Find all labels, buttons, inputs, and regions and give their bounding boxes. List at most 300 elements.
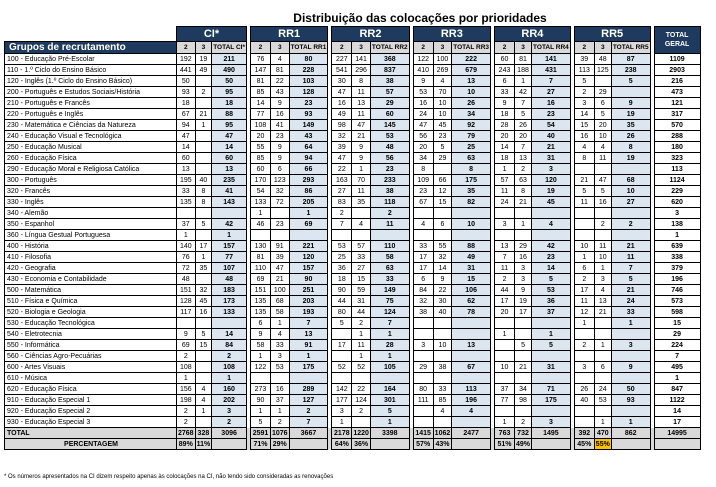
- value-cell: 14: [177, 142, 196, 153]
- value-cell: [594, 351, 611, 362]
- total-geral-cell: 338: [654, 252, 700, 263]
- value-cell: 135: [250, 307, 270, 318]
- value-cell: 188: [515, 65, 532, 76]
- value-cell: 5: [594, 186, 611, 197]
- group-label: 920 - Educação Especial 2: [5, 406, 177, 417]
- value-cell: 6: [594, 98, 611, 109]
- value-cell: 10: [574, 241, 594, 252]
- value-cell: 123: [270, 175, 289, 186]
- total-cell: 94: [289, 153, 328, 164]
- total-cell: 63: [370, 263, 409, 274]
- value-cell: 5: [515, 340, 532, 351]
- total-cell: 5: [532, 340, 571, 351]
- value-cell: [352, 208, 371, 219]
- value-cell: 19: [515, 296, 532, 307]
- total-cell: 862: [611, 428, 650, 439]
- value-cell: 21: [574, 175, 594, 186]
- value-cell: 49: [195, 65, 212, 76]
- total-cell: 13: [452, 340, 491, 351]
- value-cell: 1: [515, 219, 532, 230]
- total-cell: [611, 329, 650, 340]
- total-cell: 9: [611, 98, 650, 109]
- value-cell: 50: [177, 76, 196, 87]
- total-cell: 27: [611, 197, 650, 208]
- total-cell: 78: [452, 307, 491, 318]
- total-cell: [611, 439, 650, 450]
- total-cell: 3: [611, 340, 650, 351]
- value-cell: 3: [332, 406, 352, 417]
- total-cell: 54: [532, 120, 571, 131]
- total-cell: 1495: [532, 428, 571, 439]
- total-cell: 18: [212, 98, 247, 109]
- value-cell: [594, 230, 611, 241]
- value-cell: [574, 208, 594, 219]
- value-cell: 37: [270, 395, 289, 406]
- value-cell: 33: [270, 340, 289, 351]
- value-cell: 24: [495, 197, 515, 208]
- total-cell: 66: [289, 164, 328, 175]
- total-cell: 23: [289, 98, 328, 109]
- total-cell: 105: [370, 362, 409, 373]
- total-cell: 82: [452, 197, 491, 208]
- value-cell: 1: [250, 351, 270, 362]
- total-cell: 24: [611, 296, 650, 307]
- group-label: 210 - Português e Francês: [5, 98, 177, 109]
- total-cell: 143: [212, 197, 247, 208]
- value-cell: 21: [352, 131, 371, 142]
- total-geral-cell: 620: [654, 197, 700, 208]
- value-cell: 85: [433, 395, 452, 406]
- total-cell: 8: [611, 142, 650, 153]
- value-cell: 1: [574, 318, 594, 329]
- value-cell: 2: [515, 417, 532, 428]
- value-cell: 5: [332, 318, 352, 329]
- value-cell: 15: [433, 197, 452, 208]
- value-cell: 4: [594, 142, 611, 153]
- value-cell: 21: [515, 197, 532, 208]
- value-cell: [594, 164, 611, 175]
- value-cell: 1: [495, 417, 515, 428]
- value-cell: 3: [270, 351, 289, 362]
- value-cell: 470: [594, 428, 611, 439]
- value-cell: 38: [413, 307, 433, 318]
- value-cell: 2178: [332, 428, 352, 439]
- total-cell: 106: [452, 285, 491, 296]
- total-geral-cell: 473: [654, 87, 700, 98]
- value-cell: 89%: [177, 439, 196, 450]
- value-cell: 1: [195, 252, 212, 263]
- table-row: [5, 241, 701, 252]
- value-cell: 39: [332, 142, 352, 153]
- total-cell: 71: [532, 384, 571, 395]
- table-row: [5, 131, 701, 142]
- total-cell: 251: [289, 285, 328, 296]
- value-cell: 37: [177, 219, 196, 230]
- value-cell: 60: [495, 54, 515, 65]
- total-cell: 2: [212, 417, 247, 428]
- table-row: [5, 65, 701, 76]
- footnote: * Os números apresentados na CI dizem respeito apenas às colocações na CI, não tendo sido consideradas as renovações: [4, 474, 334, 480]
- total-cell: 7: [611, 263, 650, 274]
- value-cell: 21: [270, 274, 289, 285]
- total-geral-cell: [654, 439, 700, 450]
- total-cell: 21: [611, 241, 650, 252]
- table-row: [5, 263, 701, 274]
- value-cell: 108: [250, 120, 270, 131]
- total-cell: 84: [212, 340, 247, 351]
- total-cell: [532, 318, 571, 329]
- value-cell: 34: [413, 153, 433, 164]
- value-cell: 10: [495, 362, 515, 373]
- sub-rr3-3: 3: [433, 42, 452, 54]
- total-cell: 60: [370, 109, 409, 120]
- total-cell: 221: [289, 241, 328, 252]
- value-cell: 83: [332, 197, 352, 208]
- value-cell: [433, 164, 452, 175]
- group-label: 100 - Educação Pré-Escolar: [5, 54, 177, 65]
- total-cell: 107: [212, 263, 247, 274]
- value-cell: 11: [495, 263, 515, 274]
- value-cell: 10: [433, 98, 452, 109]
- total-cell: 36: [532, 296, 571, 307]
- total-cell: 21: [611, 285, 650, 296]
- total-geral-cell: 847: [654, 384, 700, 395]
- value-cell: 11%: [196, 440, 211, 448]
- value-cell: [433, 230, 452, 241]
- value-cell: [413, 406, 433, 417]
- total-cell: [452, 318, 491, 329]
- value-cell: 55: [433, 241, 452, 252]
- total-cell: 40: [532, 131, 571, 142]
- total-cell: 8: [452, 164, 491, 175]
- value-cell: 67: [177, 109, 196, 120]
- value-cell: [413, 417, 433, 428]
- total-cell: 14: [532, 263, 571, 274]
- value-cell: 2: [332, 208, 352, 219]
- total-cell: 141: [532, 54, 571, 65]
- value-cell: 170: [250, 175, 270, 186]
- total-geral-cell: 3: [654, 208, 700, 219]
- value-cell: 1076: [271, 429, 288, 437]
- value-cell: 8: [574, 153, 594, 164]
- group-label: 510 - Física e Química: [5, 296, 177, 307]
- group-label: 360 - Língua Gestual Portuguesa: [5, 230, 177, 241]
- group-label: 930 - Educação Especial 3: [5, 417, 177, 428]
- value-cell: [195, 318, 212, 329]
- value-cell: [495, 373, 515, 384]
- value-cell: 163: [332, 175, 352, 186]
- table-row: [5, 230, 701, 241]
- value-cell: 45: [195, 296, 212, 307]
- value-cell: [195, 230, 212, 241]
- value-cell: 14: [250, 98, 270, 109]
- group-label: 260 - Educação Física: [5, 153, 177, 164]
- group-label: 320 - Francês: [5, 186, 177, 197]
- value-cell: 63: [515, 175, 532, 186]
- group-label: 400 - História: [5, 241, 177, 252]
- total-geral-cell: 746: [654, 285, 700, 296]
- total-geral-cell: 196: [654, 274, 700, 285]
- total-cell: [452, 417, 491, 428]
- value-cell: 9: [270, 142, 289, 153]
- value-cell: 9: [352, 153, 371, 164]
- value-cell: [332, 329, 352, 340]
- total-cell: 2: [611, 219, 650, 230]
- total-cell: 88: [212, 109, 247, 120]
- value-cell: 49: [332, 109, 352, 120]
- total-cell: 1: [611, 417, 650, 428]
- value-cell: 135: [250, 296, 270, 307]
- value-cell: 273: [250, 384, 270, 395]
- total-geral-cell: 29: [654, 329, 700, 340]
- value-cell: 37: [495, 384, 515, 395]
- value-cell: 13: [177, 164, 196, 175]
- total-cell: 211: [212, 54, 247, 65]
- value-cell: 11: [495, 186, 515, 197]
- value-cell: 296: [352, 65, 371, 76]
- value-cell: 133: [250, 197, 270, 208]
- group-label: 340 - Alemão: [5, 208, 177, 219]
- value-cell: 1: [177, 373, 196, 384]
- total-cell: 42: [212, 219, 247, 230]
- total-cell: 238: [611, 65, 650, 76]
- total-cell: 149: [370, 285, 409, 296]
- group-label: 610 - Música: [5, 373, 177, 384]
- value-cell: [594, 318, 611, 329]
- total-cell: 9: [611, 362, 650, 373]
- total-cell: 14: [212, 142, 247, 153]
- table-row: [5, 197, 701, 208]
- table-row: [5, 186, 701, 197]
- total-cell: [532, 406, 571, 417]
- value-cell: 4: [433, 406, 452, 417]
- value-cell: 5: [433, 142, 452, 153]
- value-cell: 47: [332, 153, 352, 164]
- value-cell: 8: [515, 186, 532, 197]
- total-cell: 157: [212, 241, 247, 252]
- value-cell: 392: [574, 428, 594, 439]
- value-cell: 39: [270, 252, 289, 263]
- value-cell: 85: [250, 87, 270, 98]
- group-label: 410 - Filosofia: [5, 252, 177, 263]
- value-cell: 60: [177, 153, 196, 164]
- value-cell: 4: [574, 142, 594, 153]
- value-cell: 47: [352, 120, 371, 131]
- total-cell: 133: [212, 307, 247, 318]
- total-geral-cell: 15: [654, 318, 700, 329]
- value-cell: 93: [177, 87, 196, 98]
- value-cell: 10: [594, 252, 611, 263]
- total-cell: 175: [532, 395, 571, 406]
- value-cell: 8: [413, 164, 433, 175]
- group-label: TOTAL: [5, 428, 177, 439]
- value-cell: 1: [594, 340, 611, 351]
- value-cell: 17: [515, 307, 532, 318]
- total-cell: 49: [452, 252, 491, 263]
- total-cell: 23: [532, 252, 571, 263]
- value-cell: 100: [270, 285, 289, 296]
- total-cell: [370, 439, 409, 450]
- value-cell: 5: [574, 186, 594, 197]
- value-cell: 14: [495, 142, 515, 153]
- value-cell: 122: [413, 54, 433, 65]
- value-cell: [195, 98, 212, 109]
- total-geral-cell: 17: [654, 417, 700, 428]
- value-cell: 14: [574, 109, 594, 120]
- value-cell: 20: [495, 307, 515, 318]
- total-cell: 289: [289, 384, 328, 395]
- value-cell: 122: [250, 362, 270, 373]
- table-row: [5, 76, 701, 87]
- total-cell: 149: [289, 120, 328, 131]
- total-cell: 63: [452, 153, 491, 164]
- value-cell: [515, 230, 532, 241]
- total-cell: 160: [212, 384, 247, 395]
- table-row: [5, 164, 701, 175]
- total-cell: 193: [289, 307, 328, 318]
- total-cell: [532, 373, 571, 384]
- value-cell: 33: [433, 384, 452, 395]
- value-cell: 1220: [353, 429, 369, 437]
- group-label: 520 - Biologia e Geologia: [5, 307, 177, 318]
- value-cell: 32: [433, 252, 452, 263]
- value-cell: 227: [332, 54, 352, 65]
- total-cell: 19: [611, 109, 650, 120]
- total-geral-cell: 14: [654, 406, 700, 417]
- total-cell: 175: [289, 362, 328, 373]
- total-cell: 92: [452, 120, 491, 131]
- value-cell: 12: [433, 186, 452, 197]
- value-cell: 128: [177, 296, 196, 307]
- value-cell: 43%: [433, 439, 452, 450]
- total-cell: 5: [370, 406, 409, 417]
- total-cell: 21: [532, 142, 571, 153]
- table-row: [5, 175, 701, 186]
- total-cell: [452, 230, 491, 241]
- value-cell: 2: [495, 274, 515, 285]
- value-cell: 53: [270, 362, 289, 373]
- value-cell: 40: [574, 395, 594, 406]
- header-rr4: RR4: [495, 27, 571, 42]
- total-cell: [370, 230, 409, 241]
- table-row: [5, 87, 701, 98]
- value-cell: 9: [270, 98, 289, 109]
- value-cell: 32: [270, 186, 289, 197]
- total-cell: 68: [611, 175, 650, 186]
- total-geral-cell: 7: [654, 351, 700, 362]
- total-cell: 19: [611, 153, 650, 164]
- sub-rr4-total: TOTAL RR4: [532, 42, 571, 54]
- value-cell: 33: [352, 252, 371, 263]
- total-cell: 157: [289, 263, 328, 274]
- value-cell: 156: [177, 384, 196, 395]
- total-cell: 164: [370, 384, 409, 395]
- total-cell: 127: [289, 395, 328, 406]
- value-cell: 10: [433, 109, 452, 120]
- total-cell: 202: [212, 395, 247, 406]
- value-cell: 1: [250, 208, 270, 219]
- value-cell: 441: [177, 65, 196, 76]
- value-cell: 20: [250, 131, 270, 142]
- total-cell: 1: [370, 417, 409, 428]
- group-label: 250 - Educação Musical: [5, 142, 177, 153]
- header-rr3: RR3: [413, 27, 490, 42]
- total-cell: 33: [611, 307, 650, 318]
- total-cell: 1: [370, 351, 409, 362]
- value-cell: 151: [250, 285, 270, 296]
- value-cell: 98: [332, 120, 352, 131]
- total-geral-cell: 121: [654, 98, 700, 109]
- value-cell: 40: [433, 307, 452, 318]
- value-cell: 1: [270, 406, 289, 417]
- value-cell: 53: [594, 395, 611, 406]
- total-geral-cell: 1109: [654, 54, 700, 65]
- total-cell: [611, 230, 650, 241]
- value-cell: [413, 351, 433, 362]
- value-cell: 1: [352, 351, 371, 362]
- table-row: [5, 384, 701, 395]
- value-cell: 18: [495, 109, 515, 120]
- value-cell: 1062: [434, 429, 451, 437]
- value-cell: 11: [594, 153, 611, 164]
- value-cell: [332, 230, 352, 241]
- group-label: 430 - Economia e Contabilidade: [5, 274, 177, 285]
- total-geral-cell: 224: [654, 340, 700, 351]
- total-cell: 87: [611, 54, 650, 65]
- value-cell: 2: [177, 417, 196, 428]
- value-cell: 16: [594, 197, 611, 208]
- value-cell: 20: [495, 131, 515, 142]
- value-cell: 763: [495, 428, 515, 439]
- value-cell: 56: [413, 131, 433, 142]
- value-cell: 71%: [250, 439, 270, 450]
- value-cell: 44: [495, 285, 515, 296]
- value-cell: 47: [177, 131, 196, 142]
- value-cell: [270, 208, 289, 219]
- value-cell: 80: [413, 384, 433, 395]
- value-cell: 66: [433, 175, 452, 186]
- total-geral-cell: 216: [654, 76, 700, 87]
- value-cell: 98: [515, 395, 532, 406]
- total-cell: 53: [532, 285, 571, 296]
- value-cell: [195, 76, 212, 87]
- value-cell: 23: [270, 131, 289, 142]
- group-label: 350 - Espanhol: [5, 219, 177, 230]
- total-geral-cell: 570: [654, 120, 700, 131]
- total-cell: 91: [289, 340, 328, 351]
- value-cell: [495, 318, 515, 329]
- value-cell: 12: [574, 307, 594, 318]
- value-cell: [515, 373, 532, 384]
- value-cell: 3: [594, 274, 611, 285]
- value-cell: 151: [177, 285, 196, 296]
- value-cell: 9: [413, 76, 433, 87]
- value-cell: 3: [515, 263, 532, 274]
- value-cell: [594, 406, 611, 417]
- value-cell: [433, 329, 452, 340]
- total-cell: 368: [370, 54, 409, 65]
- value-cell: 11: [352, 109, 371, 120]
- value-cell: 2: [352, 318, 371, 329]
- value-cell: 147: [250, 65, 270, 76]
- value-cell: [495, 406, 515, 417]
- value-cell: 51%: [495, 439, 515, 450]
- total-cell: [452, 329, 491, 340]
- group-label: 330 - Inglês: [5, 197, 177, 208]
- value-cell: [195, 142, 212, 153]
- total-cell: 90: [289, 274, 328, 285]
- value-cell: 72: [177, 263, 196, 274]
